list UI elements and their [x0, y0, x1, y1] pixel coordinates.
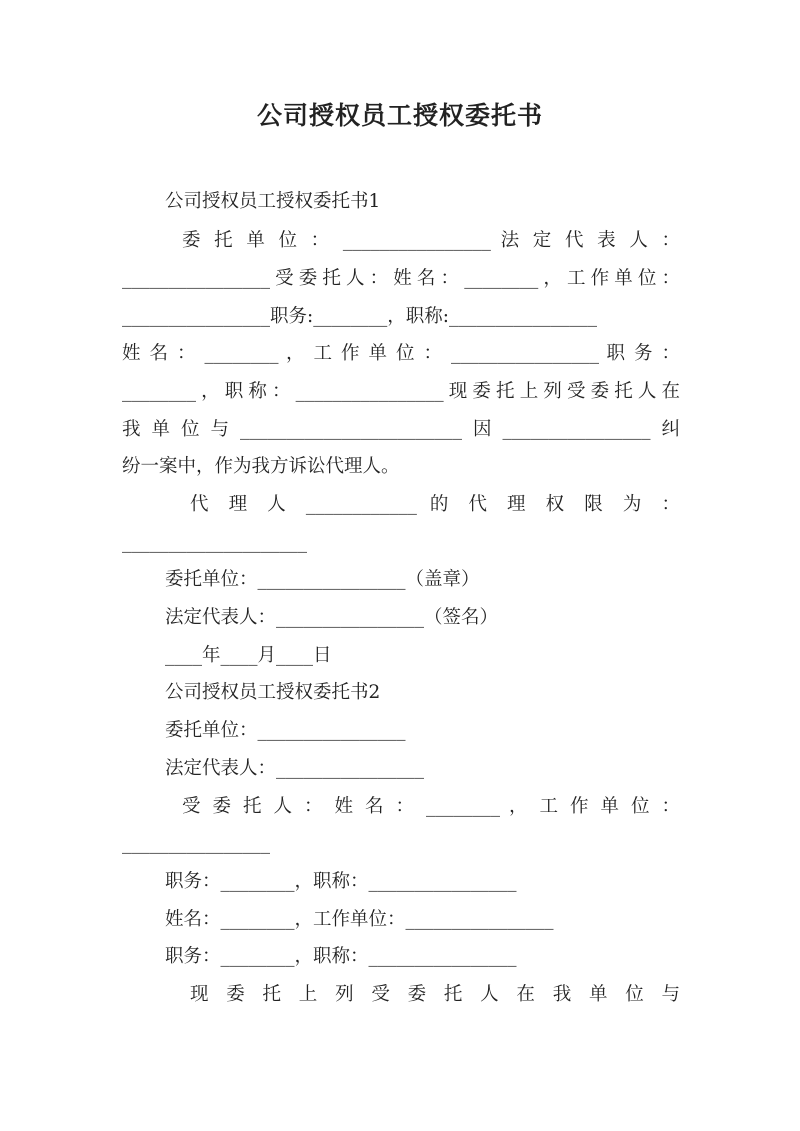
paragraph-line: 委托单位：________________ [165, 720, 406, 741]
document-title: 公司授权员工授权委托书 [256, 101, 543, 130]
paragraph-line: 代 理 人 ____________ 的 代 理 权 限 为 ： [190, 494, 680, 515]
paragraph-line: 我单位与________________________因________________纠 [122, 419, 680, 440]
paragraph-line: 纷一案中，作为我方诉讼代理人。 [122, 456, 400, 477]
paragraph-line: 姓名：________，工作单位：________________ [165, 909, 554, 930]
paragraph-line: ________________受委托人：姓名：________，工作单位： [122, 268, 680, 289]
section-2-heading: 公司授权员工授权委托书2 [165, 682, 381, 703]
paragraph-line: 姓 名 ： ________ ， 工 作 单 位 ： ________________ 职 务 ： [122, 343, 680, 364]
signature-unit-line: 委托单位：________________（盖章） [165, 569, 480, 590]
date-line: ____年____月____日 [165, 645, 332, 666]
paragraph-line: ________________职务:________，职称:________________ [122, 306, 597, 327]
blank-line: ________________ [122, 833, 270, 854]
signature-representative-line: 法定代表人：________________（签名） [165, 607, 499, 628]
paragraph-line: 职务：________，职称：________________ [165, 871, 517, 892]
paragraph-line: ________，职称：________________现委托上列受委托人在 [122, 381, 680, 402]
paragraph-line: 受 委 托 人 ： 姓 名 ： ________ ， 工 作 单 位 ： [182, 796, 680, 817]
blank-line: ____________________ [122, 532, 307, 553]
section-1-heading: 公司授权员工授权委托书1 [165, 191, 381, 212]
paragraph-line: 委 托 单 位 ： ________________ 法 定 代 表 人 ： [182, 230, 680, 251]
paragraph-line: 法定代表人：________________ [165, 758, 425, 779]
paragraph-line: 现 委 托 上 列 受 委 托 人 在 我 单 位 与 [190, 984, 680, 1005]
paragraph-line: 职务：________，职称：________________ [165, 946, 517, 967]
